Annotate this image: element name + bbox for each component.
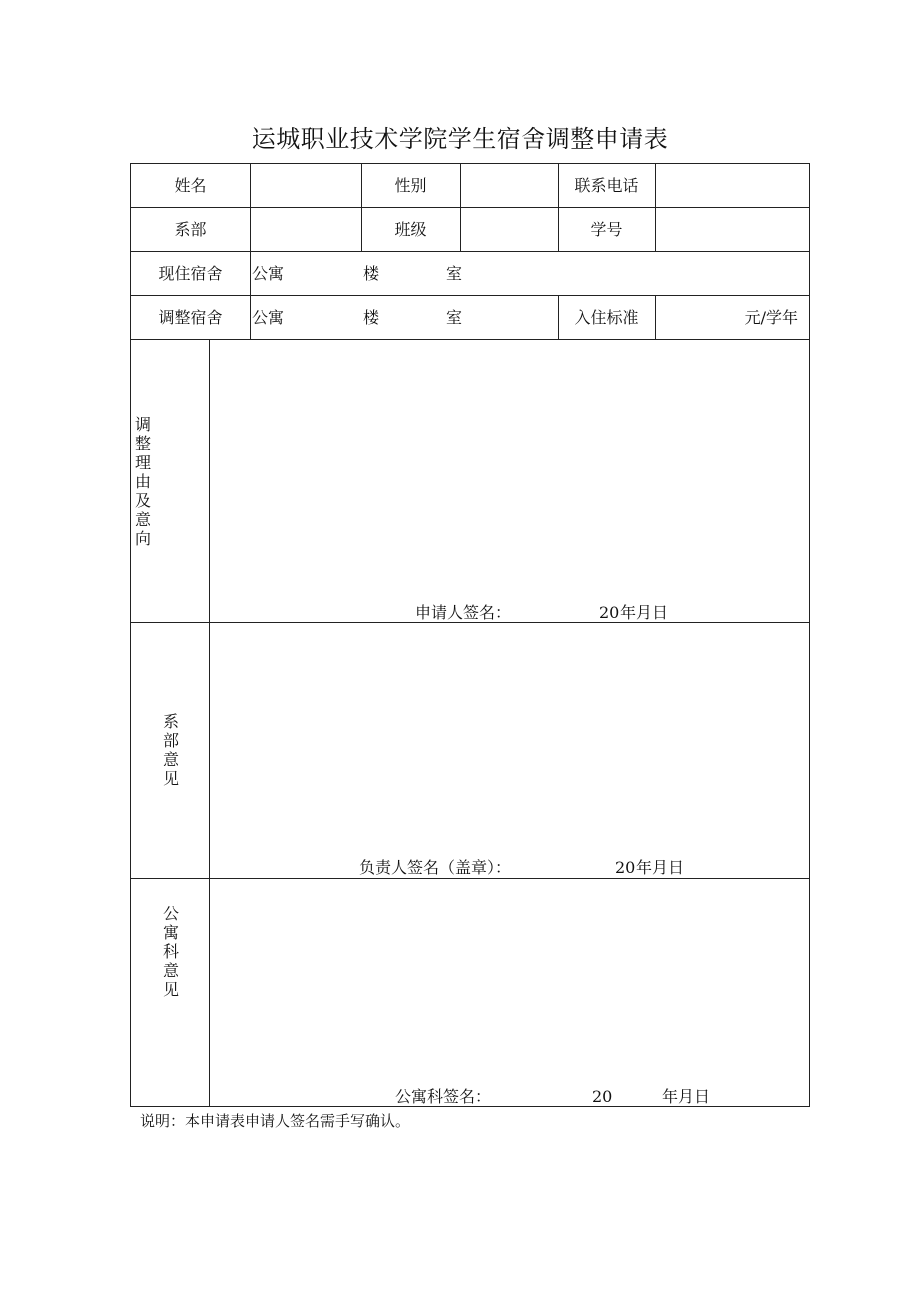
standard-unit: 元/学年 [744,308,798,327]
applicant-date-prefix: 20 [599,603,620,622]
dept-date-prefix: 20 [615,858,636,877]
dept-date-label: 年月日 [636,858,685,877]
label-standard: 入住标准 [574,308,639,327]
apartment-date-prefix: 20 [592,1087,613,1106]
apartment-date-label: 年月日 [662,1087,711,1106]
dept-signature-label: 负责人签名（盖章）： [359,858,512,877]
apartment-signature-label: 公寓科签名： [395,1087,492,1106]
label-reason: 调整理由及意向 [134,415,151,548]
label-student-id: 学号 [590,220,623,239]
label-gender: 性别 [394,176,427,195]
label-apartment-opinion: 公寓科意见 [162,904,179,999]
label-phone: 联系电话 [574,176,639,195]
current-apartment-label: 公寓 [252,264,285,283]
col-divider [655,164,656,251]
row-divider [131,878,809,879]
label-class: 班级 [394,220,427,239]
application-form [130,163,810,1107]
col-divider [460,164,461,251]
row-divider [131,207,809,208]
label-department: 系部 [174,220,207,239]
label-name: 姓名 [174,176,207,195]
col-divider [250,251,251,339]
current-room-label: 室 [446,264,463,283]
label-dept-opinion: 系部意见 [162,712,179,788]
apartment-opinion-area[interactable] [211,882,809,1080]
dept-opinion-area[interactable] [211,626,809,851]
col-divider [209,339,210,1106]
applicant-date-label: 年月日 [620,603,669,622]
new-room-label: 室 [446,308,463,327]
row-divider [131,339,809,340]
new-apartment-label: 公寓 [252,308,285,327]
page-title: 运城职业技术学院学生宿舍调整申请表 [251,125,669,153]
current-building-label: 楼 [363,264,380,283]
row-divider [131,251,809,252]
label-new-dorm: 调整宿舍 [158,308,223,327]
applicant-signature-label: 申请人签名： [415,603,512,622]
row-divider [131,295,809,296]
new-building-label: 楼 [363,308,380,327]
footnote: 说明：本申请表申请人签名需手写确认。 [140,1112,411,1130]
reason-area[interactable] [211,344,809,594]
label-current-dorm: 现住宿舍 [158,264,223,283]
col-divider [250,164,251,251]
